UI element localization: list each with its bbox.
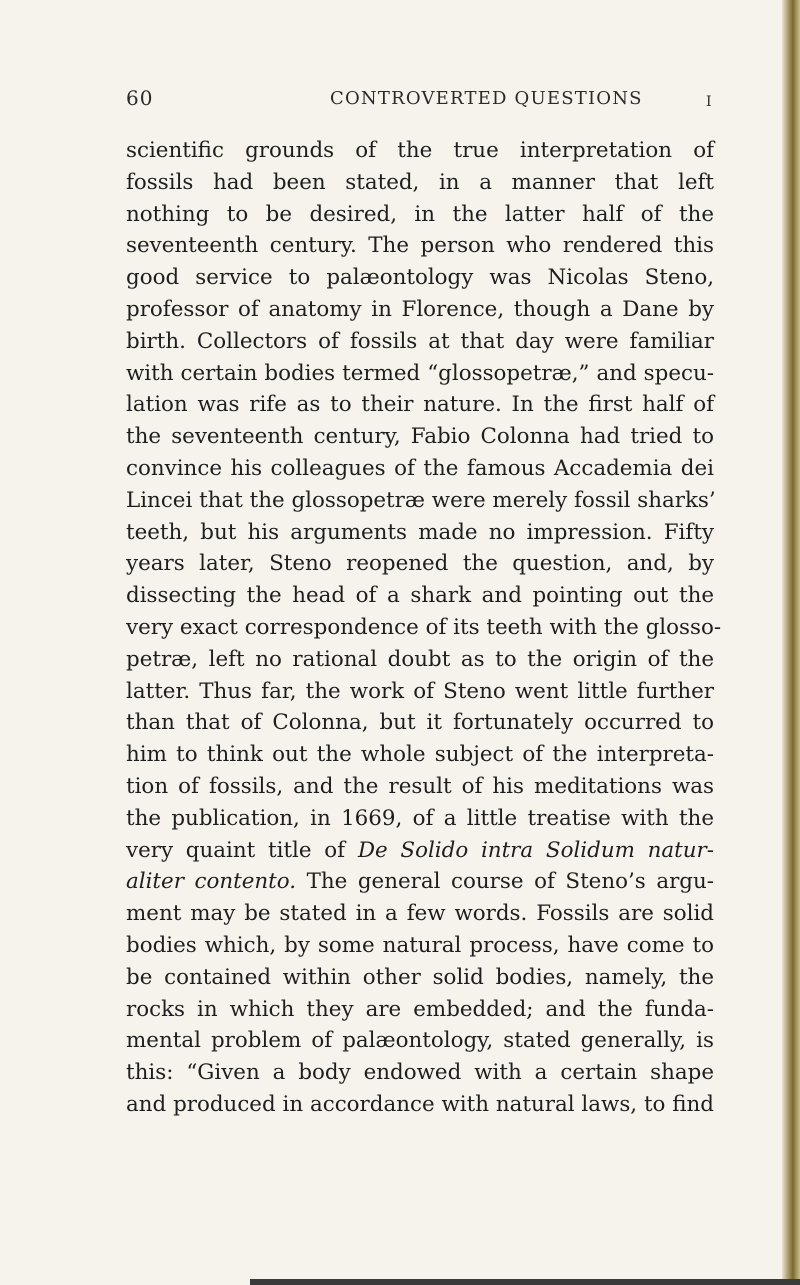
text-line: teeth, but his arguments made no impression. Fifty xyxy=(126,519,714,545)
text-line: him to think out the whole subject of the interpreta- xyxy=(126,742,714,768)
text-line: nothing to be desired, in the latter half of the xyxy=(126,201,714,227)
text-line: very exact correspondence of its teeth with the glosso- xyxy=(126,614,722,640)
text-line: bodies which, by some natural process, have come to xyxy=(126,932,714,958)
text-line: birth. Collectors of fossils at that day were familiar xyxy=(126,328,714,354)
text-line: dissecting the head of a shark and pointing out the xyxy=(126,583,714,609)
chapter-mark: I xyxy=(706,94,712,110)
text-line: petræ, left no rational doubt as to the origin of the xyxy=(126,646,714,672)
text-line: fossils had been stated, in a manner that left xyxy=(126,169,714,195)
text-line xyxy=(126,835,714,867)
text-line: convince his colleagues of the famous Accademia dei xyxy=(126,455,714,481)
page-spine-edge xyxy=(782,0,800,1285)
italic-title: De Solido intra Solidum natur- xyxy=(357,837,715,863)
text-line: years later, Steno reopened the question, and, by xyxy=(126,551,714,577)
text-line: and produced in accordance with natural laws, to find xyxy=(126,1091,714,1117)
text-run: The general course of Steno’s argu- xyxy=(296,869,715,895)
text-line: scientific grounds of the true interpretation of xyxy=(126,138,714,163)
text-line: latter. Thus far, the work of Steno went little further xyxy=(126,678,714,704)
text-line: ment may be stated in a few words. Fossils are solid xyxy=(126,901,714,927)
text-line: mental problem of palæontology, stated generally, is xyxy=(126,1028,714,1054)
page-header xyxy=(0,86,800,126)
text-line: with certain bodies termed “glossopetræ,” and specu- xyxy=(126,360,714,386)
text-line: be contained within other solid bodies, namely, the xyxy=(126,964,714,990)
text-line: rocks in which they are embedded; and the funda- xyxy=(126,996,714,1022)
text-line: good service to palæontology was Nicolas Steno, xyxy=(126,265,714,291)
text-line: than that of Colonna, but it fortunately occurred to xyxy=(126,710,714,736)
text-line: seventeenth century. The person who rendered this xyxy=(126,233,714,259)
body-paragraph xyxy=(126,135,722,1121)
page-bottom-edge xyxy=(250,1279,800,1285)
text-line: professor of anatomy in Florence, though a Dane by xyxy=(126,296,714,322)
text-line: Lincei that the glossopetræ were merely fossil sharks’ xyxy=(126,487,716,513)
page-number: 60 xyxy=(126,86,154,110)
text-run: very quaint title of xyxy=(126,837,358,863)
italic-title: aliter contento. xyxy=(126,869,297,895)
text-line: this: “Given a body endowed with a certain shape xyxy=(126,1060,714,1086)
text-line: lation was rife as to their nature. In the first half of xyxy=(126,392,714,418)
text-line: the publication, in 1669, of a little treatise with the xyxy=(126,805,714,831)
text-line: the seventeenth century, Fabio Colonna had tried to xyxy=(126,424,714,450)
text-line: tion of fossils, and the result of his meditations was xyxy=(126,773,714,799)
text-line xyxy=(126,866,714,898)
running-head: CONTROVERTED QUESTIONS xyxy=(330,88,643,109)
